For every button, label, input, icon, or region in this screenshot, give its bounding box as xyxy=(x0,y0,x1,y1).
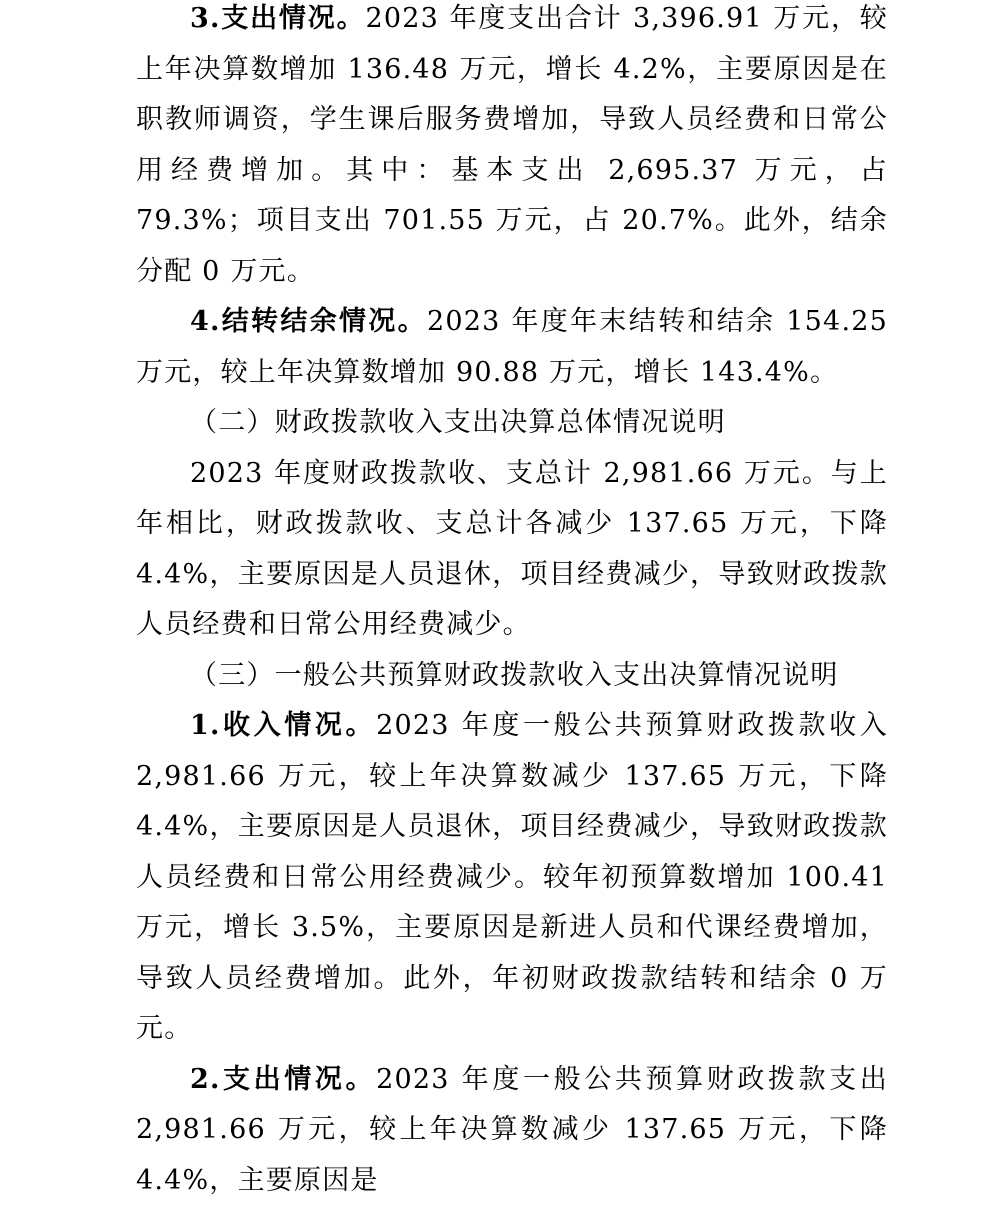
document-page xyxy=(136,0,888,1206)
paragraph-lead: 4.结转结余情况。 xyxy=(190,306,427,337)
paragraph-gp-income xyxy=(136,701,888,1055)
paragraph-text: 2023 年度一般公共预算财政拨款收入 2,981.66 万元，较上年决算数减少 137.65 万元，下降 4.4%，主要原因是人员退休，项目经费减少，导致财政拨款人员经费和日常公用经费减少。较年初预算数增加 100.41 万元，增长 3.5%，主要原因是新进人员和代课经费增加，导致人员经费增加。此外，年初财政拨款结转和结余 0 万元。 xyxy=(136,710,888,1044)
paragraph-fiscal-total xyxy=(136,449,888,651)
section-heading-general-public-budget: （三）一般公共预算财政拨款收入支出决算情况说明 xyxy=(136,651,888,702)
paragraph-text: 2023 年度年末结转和结余 154.25 万元，较上年决算数增加 90.88 万元，增长 143.4%。 xyxy=(136,306,888,388)
paragraph-text: 2023 年度支出合计 3,396.91 万元，较上年决算数增加 136.48 万元，增长 4.2%，主要原因是在职教师调资，学生课后服务费增加，导致人员经费和日常公用经费增加。其中：基本支出 2,695.37 万元，占 79.3%；项目支出 701.55 万元，占 20.7%。此外，结余分配 0 万元。 xyxy=(136,3,888,287)
paragraph-text: 2023 年度财政拨款收、支总计 2,981.66 万元。与上年相比，财政拨款收、支总计各减少 137.65 万元，下降 4.4%，主要原因是人员退休，项目经费减少，导致财政拨款人员经费和日常公用经费减少。 xyxy=(136,458,888,641)
section-heading-fiscal-overview: （二）财政拨款收入支出决算总体情况说明 xyxy=(136,398,888,449)
paragraph-carryover xyxy=(136,297,888,398)
paragraph-gp-expense xyxy=(136,1055,888,1206)
paragraph-lead: 2.支出情况。 xyxy=(190,1064,376,1095)
paragraph-lead: 3.支出情况。 xyxy=(190,3,366,34)
paragraph-lead: 1.收入情况。 xyxy=(190,710,376,741)
paragraph-expense xyxy=(136,0,888,297)
paragraph-text: 2023 年度一般公共预算财政拨款支出 2,981.66 万元，较上年决算数减少 137.65 万元，下降 4.4%，主要原因是 xyxy=(136,1064,888,1196)
